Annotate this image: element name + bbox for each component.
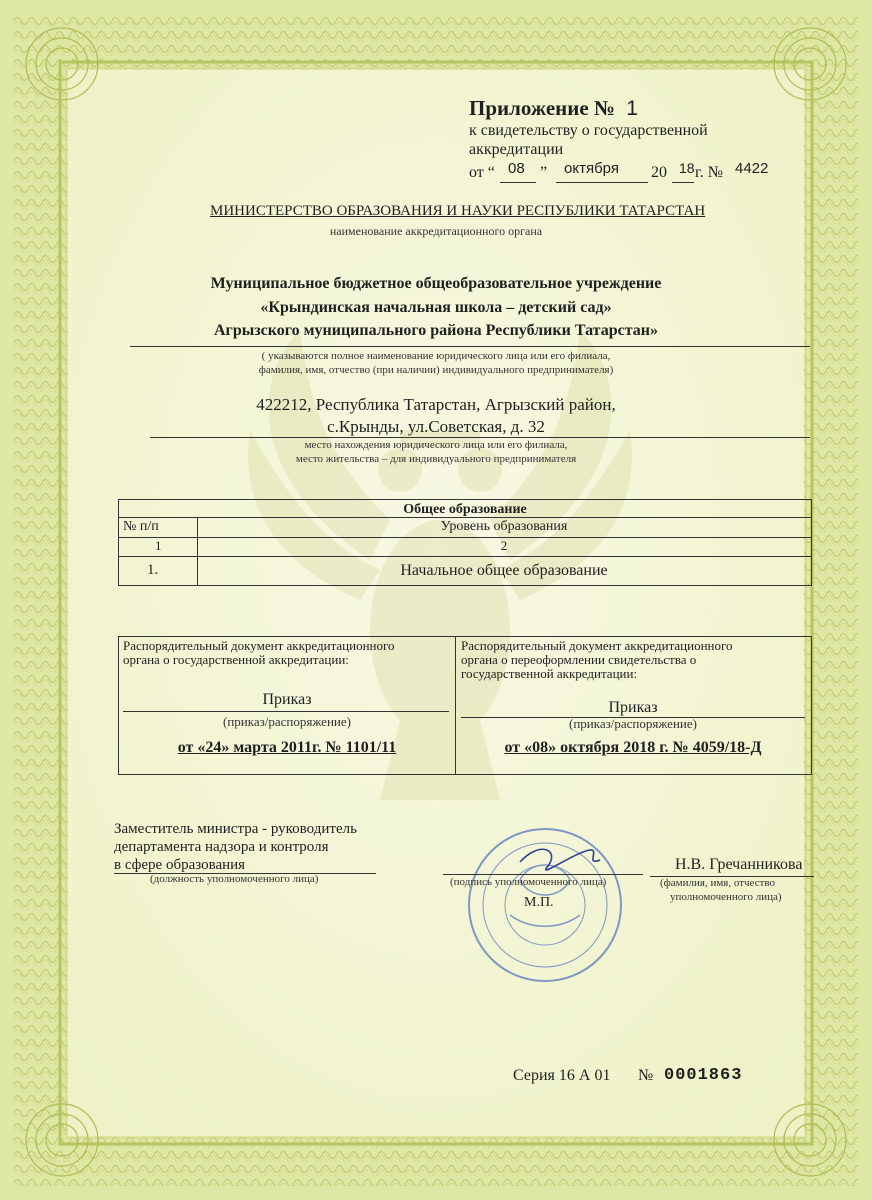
appendix-title-text: Приложение № xyxy=(469,96,616,120)
table-header-number: № п/п xyxy=(123,519,159,534)
table-index-1: 1 xyxy=(155,538,162,553)
appendix-year-suffix: 18 xyxy=(679,160,695,176)
authority-name: МИНИСТЕРСТВО ОБРАЗОВАНИЯ И НАУКИ РЕСПУБЛИКИ ТАТАРСТАН xyxy=(210,203,706,219)
series-number-sign: № xyxy=(638,1067,654,1084)
right-doc-heading xyxy=(461,639,733,681)
organization-line2: «Крындинская начальная школа – детский сад» xyxy=(260,299,612,316)
left-doc-details: от «24» марта 2011г. № 1101/11 xyxy=(177,739,397,756)
table-row-number: 1. xyxy=(147,562,159,578)
right-doc-heading-line2: органа о переоформлении свидетельства о xyxy=(461,652,697,667)
education-table xyxy=(118,499,812,586)
position-caption: (должность уполномоченного лица) xyxy=(150,873,319,885)
series-label: Серия 16 А 01 xyxy=(513,1067,611,1084)
table-header-level: Уровень образования xyxy=(440,519,568,534)
organization-line3: Агрызского муниципального района Республики Татарстан» xyxy=(214,322,658,339)
month-underline xyxy=(556,182,648,183)
authority-caption: наименование аккредитационного органа xyxy=(329,224,543,238)
year-underline xyxy=(672,182,694,183)
left-doc-heading-line2: органа о государственной аккредитации: xyxy=(123,652,349,667)
signer-position xyxy=(114,820,357,874)
day-underline xyxy=(500,182,536,183)
appendix-month: октября xyxy=(564,160,619,177)
name-caption-line2: уполномоченного лица) xyxy=(670,891,782,903)
appendix-title xyxy=(469,96,638,121)
table-column-divider xyxy=(197,517,198,585)
documents-box xyxy=(118,636,812,775)
appendix-day: 08 xyxy=(508,160,525,177)
education-table-title: Общее образование xyxy=(403,502,527,517)
table-rule xyxy=(119,556,811,557)
table-index-2: 2 xyxy=(500,538,508,553)
signer-position-line3: в сфере образования xyxy=(114,857,246,873)
organization-line1: Муниципальное бюджетное общеобразовательное учреждение xyxy=(210,275,662,292)
signature-underline xyxy=(443,874,643,875)
appendix-num-prefix: г. № xyxy=(695,164,724,181)
organization-caption2: фамилия, имя, отчество (при наличии) индивидуального предпринимателя) xyxy=(258,364,614,376)
left-doc-type: Приказ xyxy=(262,691,312,708)
address-line2: с.Крынды, ул.Советская, д. 32 xyxy=(327,417,545,436)
appendix-number: 1 xyxy=(626,97,638,120)
appendix-year-prefix: 20 xyxy=(651,164,667,181)
address-line1: 422212, Республика Татарстан, Агрызский район, xyxy=(256,395,616,414)
table-rule xyxy=(119,517,811,518)
address-underline xyxy=(150,437,810,438)
left-doc-heading xyxy=(123,639,395,667)
signer-name: Н.В. Гречанникова xyxy=(675,856,803,873)
right-doc-type: Приказ xyxy=(608,699,658,716)
signer-position-line2: департамента надзора и контроля xyxy=(114,839,329,855)
appendix-date-quote: ” xyxy=(540,164,548,181)
right-doc-heading-line3: государственной аккредитации: xyxy=(461,666,638,681)
organization-caption1: ( указываются полное наименование юридического лица или его филиала, xyxy=(261,350,611,362)
organization-underline xyxy=(130,346,810,347)
left-doc-type-underline xyxy=(123,711,449,712)
table-row-level: Начальное общее образование xyxy=(400,562,608,579)
signature-caption: (подпись уполномоченного лица) xyxy=(450,876,607,888)
left-doc-caption: (приказ/распоряжение) xyxy=(223,714,351,729)
appendix-line1: к свидетельству о государственной xyxy=(469,122,708,139)
appendix-date-prefix: от “ xyxy=(469,164,495,181)
right-doc-heading-line1: Распорядительный документ аккредитационного xyxy=(461,638,733,653)
right-doc-details: от «08» октября 2018 г. № 4059/18-Д xyxy=(504,739,762,756)
left-doc-heading-line1: Распорядительный документ аккредитационного xyxy=(123,638,395,653)
right-doc-caption: (приказ/распоряжение) xyxy=(569,716,697,731)
appendix-cert-number: 4422 xyxy=(735,160,769,177)
address-caption1: место нахождения юридического лица или его филиала, xyxy=(304,439,568,451)
address-caption2: место жительства – для индивидуального предпринимателя xyxy=(295,453,577,465)
signer-position-line1: Заместитель министра - руководитель xyxy=(114,821,357,837)
name-caption-line1: (фамилия, имя, отчество xyxy=(660,877,776,889)
series-number: 0001863 xyxy=(664,1066,743,1085)
appendix-line2: аккредитации xyxy=(469,141,564,158)
stamp-place-label: М.П. xyxy=(524,895,554,910)
